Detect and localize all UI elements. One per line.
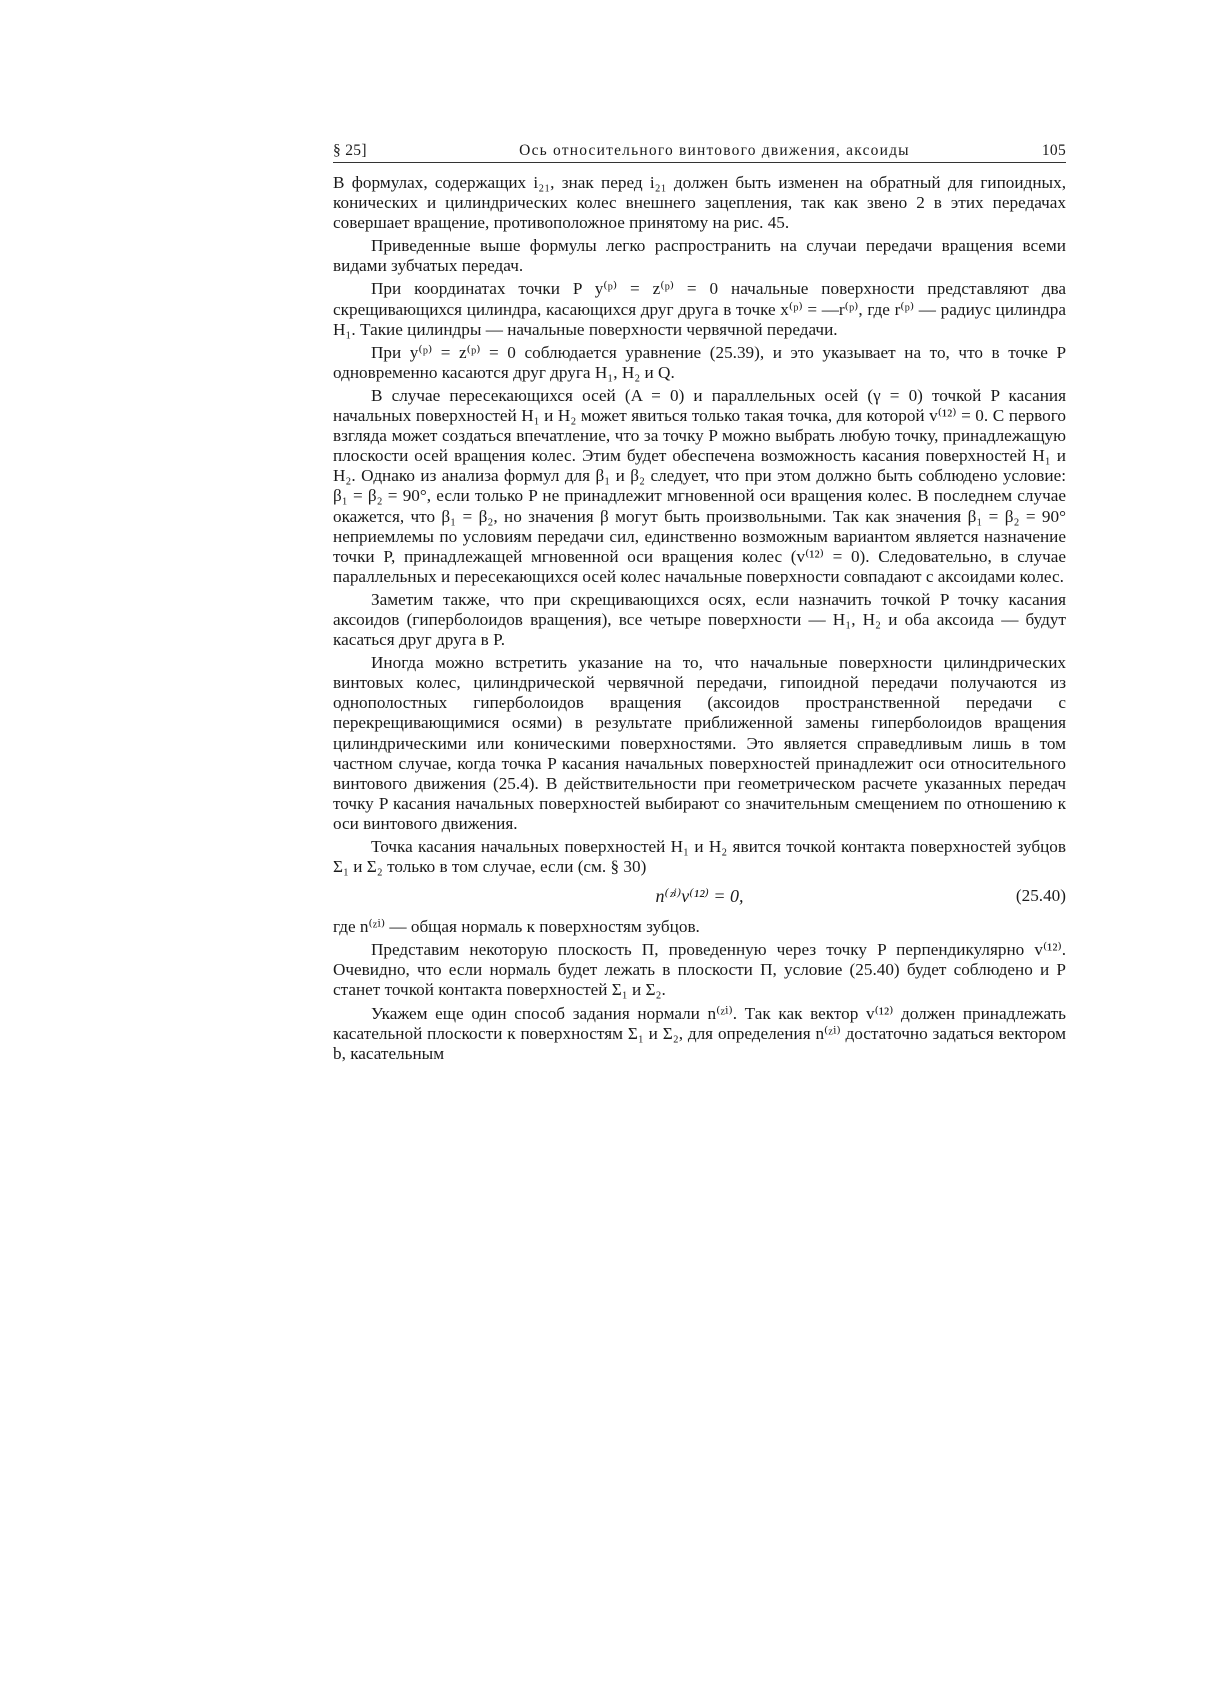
equation-number: (25.40): [1015, 886, 1066, 906]
paragraph: При координатах точки P y⁽ᵖ⁾ = z⁽ᵖ⁾ = 0 начальные поверхности представляют два скрещивающихся цилиндра, касающихся друг друга в точке x⁽ᵖ⁾ = —r⁽ᵖ⁾, где r⁽ᵖ⁾ — радиус цилиндра H₁. Такие цилиндры — начальные поверхности червячной передачи.: [333, 279, 1066, 339]
paragraph: Иногда можно встретить указание на то, что начальные поверхности цилиндрических винтовых колес, цилиндрической червячной передачи, гипоидной передачи получаются из однополостных гиперболоидов вращения (аксоидов пространственной передачи с перекрещивающимися осями) в результате приближенной замены гиперболоидов вращения цилиндрическими или коническими поверхностями. Это является справедливым лишь в том частном случае, когда точка P касания начальных поверхностей принадлежит оси относительного винтового движения (25.4). В действительности при геометрическом расчете указанных передач точку P касания начальных поверхностей выбирают со значительным смещением по отношению к оси винтового движения.: [333, 653, 1066, 833]
paragraph: Заметим также, что при скрещивающихся осях, если назначить точкой P точку касания аксоидов (гиперболоидов вращения), все четыре поверхности — H₁, H₂ и оба аксоида — будут касаться друг друга в P.: [333, 589, 1066, 650]
page-number: 105: [1041, 142, 1066, 159]
paragraph: Укажем еще один способ задания нормали n⁽ᶻⁱ⁾. Так как вектор v⁽¹²⁾ должен принадлежать касательной плоскости к поверхностям Σ₁ и Σ₂, для определения n⁽ᶻⁱ⁾ достаточно задаться вектором b, касательным: [333, 1003, 1066, 1063]
book-page: [333, 142, 1066, 1064]
paragraph: Приведенные выше формулы легко распространить на случаи передачи вращения всеми видами зубчатых передач.: [333, 236, 1066, 276]
equation-body: n⁽ᶻⁱ⁾v⁽¹²⁾ = 0,: [655, 885, 744, 906]
paragraph: В случае пересекающихся осей (A = 0) и параллельных осей (γ = 0) точкой P касания начальных поверхностей H₁ и H₂ может явиться только такая точка, для которой v⁽¹²⁾ = 0. С первого взгляда может создаться впечатление, что за точку P можно выбрать любую точку, принадлежащую плоскости осей вращения колес. Этим будет обеспечена возможность касания поверхностей H₁ и H₂. Однако из анализа формул для β₁ и β₂ следует, что при этом должно быть соблюдено условие: β₁ = β₂ = 90°, если только P не принадлежит мгновенной оси вращения колес. В последнем случае окажется, что β₁ = β₂, но значения β могут быть произвольными. Так как значения β₁ = β₂ = 90° неприемлемы по условиям передачи сил, единственно возможным вариантом является назначение точки P, принадлежащей мгновенной оси вращения колес (v⁽¹²⁾ = 0). Следовательно, в случае параллельных и пересекающихся осей колес начальные поверхности совпадают с аксоидами колес.: [333, 385, 1066, 586]
paragraph: В формулах, содержащих i₂₁, знак перед i₂₁ должен быть изменен на обратный для гипоидных, конических и цилиндрических колес внешнего зацепления, так как звено 2 в этих передачах совершает вращение, противоположное принятому на рис. 45.: [333, 173, 1066, 233]
paragraph: где n⁽ᶻⁱ⁾ — общая нормаль к поверхностям зубцов.: [333, 917, 700, 937]
running-title: Ось относительного винтового движения, аксоиды: [519, 142, 910, 159]
display-equation: [333, 879, 1066, 913]
running-header: [333, 142, 1066, 163]
paragraph: Точка касания начальных поверхностей H₁ и H₂ явится точкой контакта поверхностей зубцов Σ₁ и Σ₂ только в том случае, если (см. § 30): [333, 837, 1066, 877]
paragraph: При y⁽ᵖ⁾ = z⁽ᵖ⁾ = 0 соблюдается уравнение (25.39), и это указывает на то, что в точке P одновременно касаются друг друга H₁, H₂ и Q.: [333, 342, 1066, 382]
paragraph: Представим некоторую плоскость П, проведенную через точку P перпендикулярно v⁽¹²⁾. Очевидно, что если нормаль будет лежать в плоскости П, условие (25.40) будет соблюдено и P станет точкой контакта поверхностей Σ₁ и Σ₂.: [333, 940, 1066, 1000]
section-label: § 25]: [333, 142, 367, 159]
